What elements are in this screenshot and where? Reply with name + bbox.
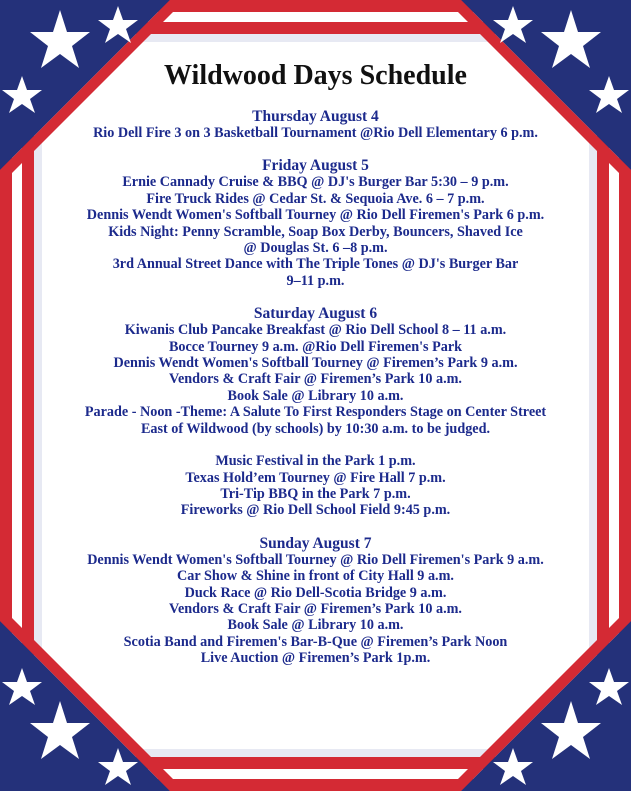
schedule-content (40, 60, 591, 683)
event-line: Live Auction @ Firemen’s Park 1p.m. (200, 650, 431, 667)
day-heading: Friday August 5 (262, 157, 369, 175)
day-heading: Thursday August 4 (252, 108, 379, 125)
event-line: 3rd Annual Street Dance with The Triple Tones @ DJ's Burger Bar (112, 256, 519, 273)
event-line: East of Wildwood (by schools) by 10:30 a.m. to be judged. (140, 420, 491, 437)
event-line: Vendors & Craft Fair @ Firemen’s Park 10 a.m. (169, 371, 462, 388)
event-line: Parade - Noon -Theme: A Salute To First Responders Stage on Center Street (84, 404, 547, 421)
event-line: 9–11 p.m. (286, 272, 345, 289)
schedule-section (40, 535, 591, 667)
event-line: Dennis Wendt Women's Softball Tourney @ Firemen’s Park 9 a.m. (113, 355, 518, 372)
event-line: Dennis Wendt Women's Softball Tourney @ Rio Dell Firemen's Park 9 a.m. (87, 551, 544, 568)
page-title: Wildwood Days Schedule (164, 60, 467, 91)
event-line: Music Festival in the Park 1 p.m. (215, 453, 416, 470)
event-line: Fire Truck Rides @ Cedar St. & Sequoia Ave. 6 – 7 p.m. (146, 190, 485, 207)
schedule-section (40, 157, 591, 289)
event-line: Rio Dell Fire 3 on 3 Basketball Tournament @Rio Dell Elementary 6 p.m. (93, 125, 538, 141)
day-heading: Sunday August 7 (259, 534, 372, 552)
event-line: @ Douglas St. 6 –8 p.m. (243, 240, 388, 257)
day-heading: Saturday August 6 (253, 305, 378, 323)
event-line: Kiwanis Club Pancake Breakfast @ Rio Dell School 8 – 11 a.m. (124, 322, 507, 339)
schedule-sections (40, 108, 591, 667)
event-line: Bocce Tourney 9 a.m. @Rio Dell Firemen's Park (168, 338, 463, 355)
event-line: Duck Race @ Rio Dell-Scotia Bridge 9 a.m. (184, 584, 447, 601)
schedule-section (40, 305, 591, 437)
event-line: Kids Night: Penny Scramble, Soap Box Derby, Bouncers, Shaved Ice (108, 223, 523, 240)
event-line: Book Sale @ Library 10 a.m. (227, 617, 404, 634)
event-line: Ernie Cannady Cruise & BBQ @ DJ's Burger Bar 5:30 – 9 p.m. (122, 174, 509, 191)
schedule-section (40, 108, 591, 141)
event-line: Texas Hold’em Tourney @ Fire Hall 7 p.m. (185, 469, 446, 486)
event-line: Car Show & Shine in front of City Hall 9 a.m. (177, 568, 454, 585)
event-line: Fireworks @ Rio Dell School Field 9:45 p.m. (180, 502, 451, 519)
event-line: Vendors & Craft Fair @ Firemen’s Park 10 a.m. (169, 600, 462, 617)
event-line: Scotia Band and Firemen's Bar-B-Que @ Firemen’s Park Noon (123, 633, 508, 650)
event-line: Tri-Tip BBQ in the Park 7 p.m. (220, 485, 411, 502)
schedule-section (40, 453, 591, 519)
event-line: Dennis Wendt Women's Softball Tourney @ Rio Dell Firemen's Park 6 p.m. (86, 207, 545, 224)
event-line: Book Sale @ Library 10 a.m. (227, 387, 404, 404)
